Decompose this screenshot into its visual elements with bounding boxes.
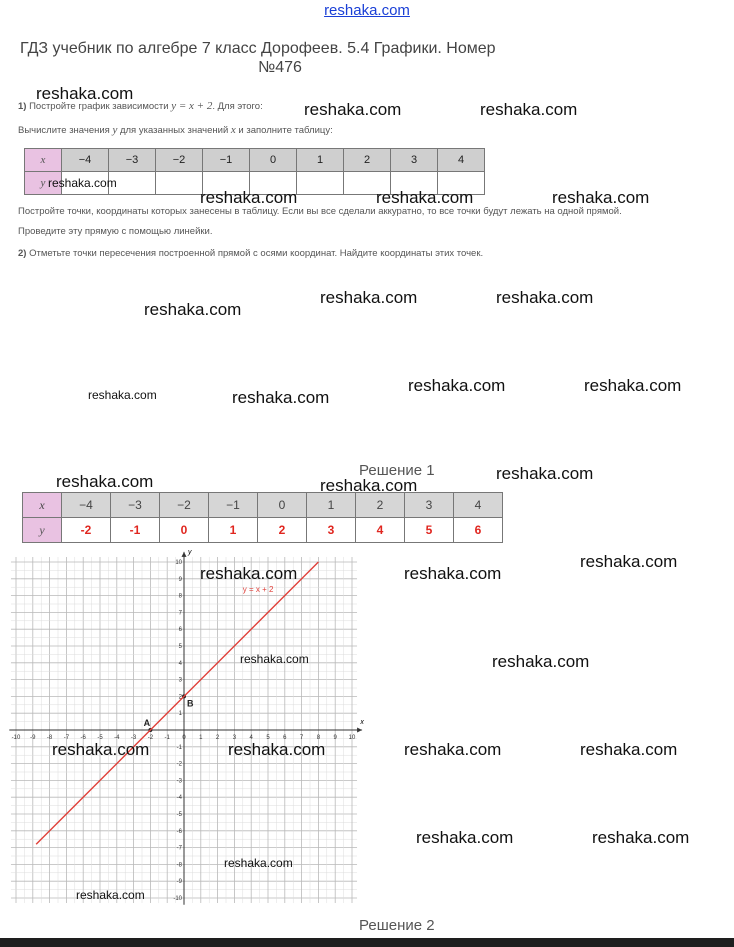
table-cell xyxy=(297,172,344,195)
y-tick-label: 9 xyxy=(178,576,182,583)
table-cell: 4 xyxy=(454,493,503,518)
table-cell: 4 xyxy=(356,518,405,543)
solution1-caption: Решение 1 xyxy=(359,462,435,479)
solution-table-y-row xyxy=(23,518,503,543)
watermark: reshaka.com xyxy=(404,564,502,583)
x-tick-label: -4 xyxy=(114,735,120,741)
y-tick-label: -2 xyxy=(176,761,182,768)
watermark: reshaka.com xyxy=(496,464,594,483)
page-title-line1: ГДЗ учебник по алгебре 7 класс Дорофеев. 5.4 Графики. Номер xyxy=(20,40,496,57)
site-link[interactable]: reshaka.com xyxy=(324,2,410,19)
coordinate-graph xyxy=(11,548,374,907)
function-line xyxy=(36,562,318,844)
table-cell: 2 xyxy=(258,518,307,543)
solution-table xyxy=(22,492,503,543)
solution-table-x-header: x xyxy=(23,493,62,518)
watermark: reshaka.com xyxy=(552,188,650,207)
task-table-x-header: x xyxy=(25,149,62,172)
y-tick-label: 1 xyxy=(178,711,182,718)
page-title-line2: №476 xyxy=(258,59,302,76)
table-cell: −2 xyxy=(160,493,209,518)
y-axis-arrow-icon xyxy=(182,552,187,557)
table-cell: 6 xyxy=(454,518,503,543)
task-paragraph-2: Вычислите значения y для указанных значений x и заполните таблицу: xyxy=(18,124,333,136)
table-cell: 5 xyxy=(405,518,454,543)
watermark: reshaka.com xyxy=(416,828,514,847)
y-tick-label: -7 xyxy=(176,845,182,852)
x-tick-label: 10 xyxy=(348,735,356,741)
table-cell: 0 xyxy=(160,518,209,543)
table-cell: 2 xyxy=(356,493,405,518)
watermark: reshaka.com xyxy=(224,856,293,870)
task-paragraph-4: Проведите эту прямую с помощью линейки. xyxy=(18,226,213,237)
watermark: reshaka.com xyxy=(584,376,682,395)
y-tick-label: -10 xyxy=(173,896,182,902)
table-cell: −4 xyxy=(62,149,109,172)
watermark: reshaka.com xyxy=(492,652,590,671)
x-axis-label: x xyxy=(360,719,364,726)
task-paragraph-1: 1) Постройте график зависимости y = x + 2. Для этого: xyxy=(18,100,263,112)
table-cell: -1 xyxy=(111,518,160,543)
x-tick-label: -7 xyxy=(63,735,70,741)
x-tick-label: 2 xyxy=(215,735,220,741)
x-tick-label: 0 xyxy=(182,735,186,741)
x-tick-label: 3 xyxy=(232,735,237,741)
x-tick-label: 8 xyxy=(316,735,321,741)
table-cell: -2 xyxy=(62,518,111,543)
watermark: reshaka.com xyxy=(404,740,502,759)
table-cell: −3 xyxy=(109,149,156,172)
y-tick-label: -9 xyxy=(176,879,182,886)
watermark: reshaka.com xyxy=(240,652,309,666)
y-axis-label: y xyxy=(188,548,192,556)
x-tick-label: 9 xyxy=(333,735,337,741)
watermark: reshaka.com xyxy=(200,188,298,207)
watermark: reshaka.com xyxy=(580,740,678,759)
x-tick-label: -2 xyxy=(147,735,154,741)
watermark: reshaka.com xyxy=(48,176,117,190)
y-tick-label: 2 xyxy=(178,694,182,701)
table-cell: −4 xyxy=(62,493,111,518)
watermark: reshaka.com xyxy=(592,828,690,847)
x-tick-label: -6 xyxy=(80,735,86,741)
point-a-label: A xyxy=(143,718,151,728)
y-tick-label: -3 xyxy=(176,778,182,785)
y-tick-label: 4 xyxy=(178,660,182,667)
y-tick-label: 7 xyxy=(178,610,182,617)
watermark: reshaka.com xyxy=(200,564,298,583)
watermark: reshaka.com xyxy=(376,188,474,207)
x-tick-label: 5 xyxy=(266,735,270,741)
function-label: y = x + 2 xyxy=(242,585,274,595)
watermark: reshaka.com xyxy=(408,376,506,395)
y-tick-label: 10 xyxy=(175,560,182,566)
table-cell: −1 xyxy=(209,493,258,518)
page-title xyxy=(20,39,540,77)
watermark: reshaka.com xyxy=(232,388,330,407)
watermark: reshaka.com xyxy=(480,100,578,119)
x-tick-label: 1 xyxy=(199,735,203,741)
table-cell: 1 xyxy=(297,149,344,172)
solution-table-y-header: y xyxy=(23,518,62,543)
watermark: reshaka.com xyxy=(228,740,326,759)
table-cell: 3 xyxy=(405,493,454,518)
table-cell: 0 xyxy=(258,493,307,518)
x-tick-label: -9 xyxy=(30,735,36,741)
table-cell: 1 xyxy=(307,493,356,518)
x-tick-label: 6 xyxy=(283,735,287,741)
table-cell: 2 xyxy=(344,149,391,172)
x-tick-label: -8 xyxy=(46,735,53,741)
y-tick-label: -1 xyxy=(176,744,182,751)
x-tick-label: 4 xyxy=(249,735,253,741)
point-b-label: B xyxy=(187,698,194,709)
watermark: reshaka.com xyxy=(304,100,402,119)
y-tick-label: -8 xyxy=(176,862,182,869)
table-cell: 3 xyxy=(391,149,438,172)
x-tick-label: -5 xyxy=(97,735,103,741)
x-tick-label: 7 xyxy=(299,735,304,741)
task-paragraph-3: Постройте точки, координаты которых занесены в таблицу. Если вы все сделали аккуратно, то все точки будут лежать на одной прямой. xyxy=(18,206,622,217)
y-tick-label: -6 xyxy=(176,828,182,835)
table-cell: 1 xyxy=(209,518,258,543)
watermark: reshaka.com xyxy=(36,84,134,103)
watermark: reshaka.com xyxy=(144,300,242,319)
task-paragraph-5: 2) Отметьте точки пересечения построенной прямой с осями координат. Найдите координаты этих точек. xyxy=(18,248,484,259)
table-cell xyxy=(156,172,203,195)
watermark: reshaka.com xyxy=(88,388,157,402)
solution-table-x-row xyxy=(23,493,503,518)
task-table-x-row xyxy=(25,149,485,172)
watermark: reshaka.com xyxy=(52,740,150,759)
table-cell: −3 xyxy=(111,493,160,518)
task-formula: y = x + 2 xyxy=(171,100,213,112)
table-cell: 3 xyxy=(307,518,356,543)
watermark: reshaka.com xyxy=(320,476,418,495)
task-table-y-header: y xyxy=(25,172,62,195)
x-axis-arrow-icon xyxy=(357,728,362,733)
table-cell: 4 xyxy=(438,149,485,172)
table-cell: −2 xyxy=(156,149,203,172)
task-number-2: 2) xyxy=(18,248,27,259)
watermark: reshaka.com xyxy=(496,288,594,307)
axes xyxy=(9,552,362,905)
task-number-1: 1) xyxy=(18,101,27,112)
x-tick-label: -10 xyxy=(11,735,21,741)
y-tick-label: 5 xyxy=(178,644,182,650)
y-tick-label: 3 xyxy=(178,677,182,684)
table-cell: −1 xyxy=(203,149,250,172)
y-tick-label: -4 xyxy=(176,795,182,802)
y-tick-label: 6 xyxy=(178,627,182,634)
y-tick-label: 8 xyxy=(178,593,182,600)
watermark: reshaka.com xyxy=(76,888,145,902)
x-tick-label: -3 xyxy=(130,735,137,741)
watermark: reshaka.com xyxy=(580,552,678,571)
solution2-caption: Решение 2 xyxy=(359,917,435,934)
bottom-bar xyxy=(0,938,734,947)
y-tick-label: -5 xyxy=(176,812,182,818)
table-cell: 0 xyxy=(250,149,297,172)
x-tick-label: -1 xyxy=(164,735,170,741)
watermark: reshaka.com xyxy=(56,472,154,491)
watermark: reshaka.com xyxy=(320,288,418,307)
